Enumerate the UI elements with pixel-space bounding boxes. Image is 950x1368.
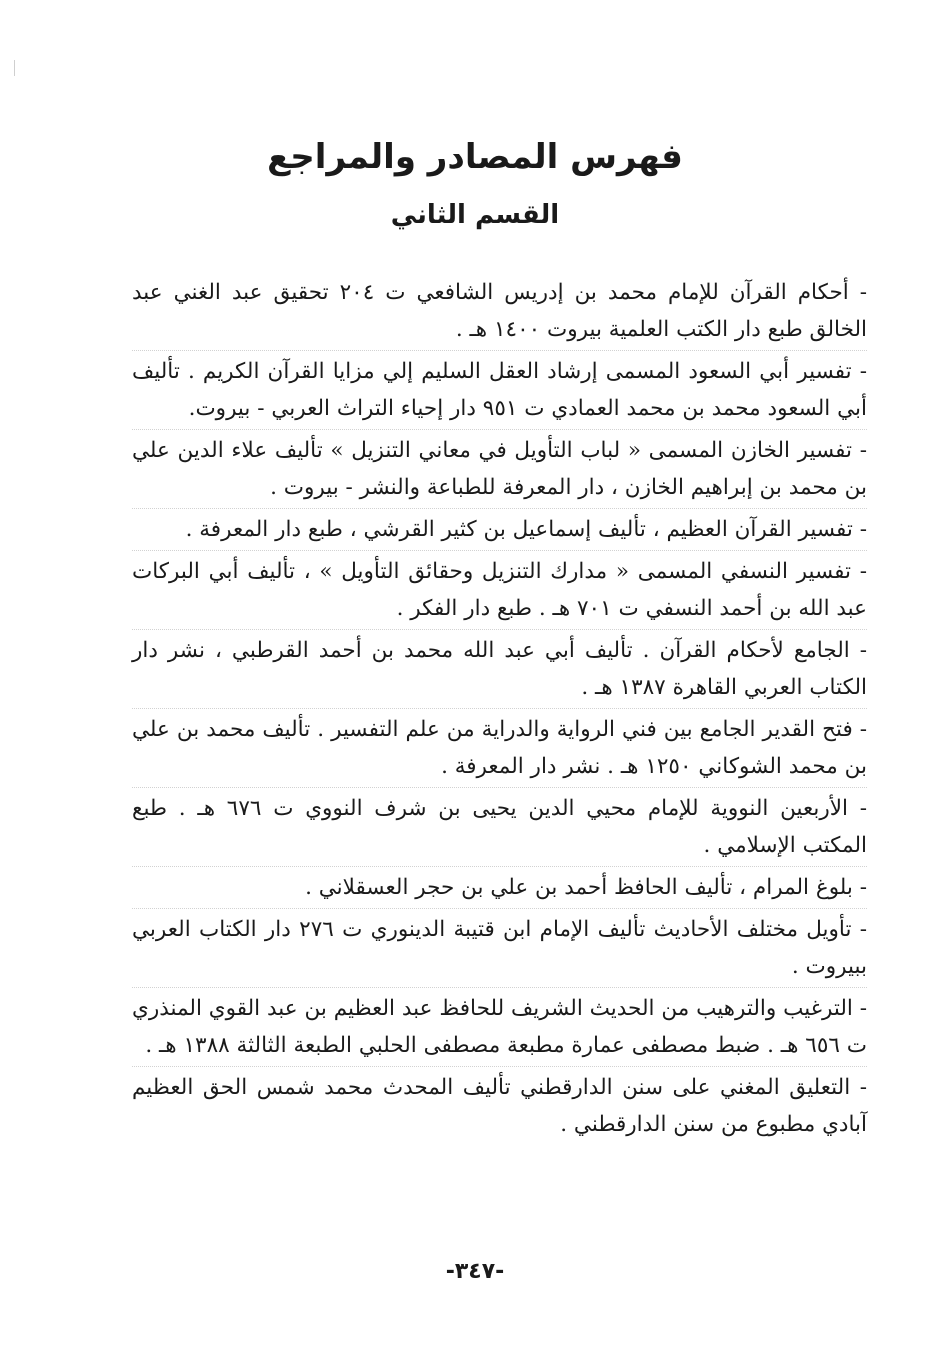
bibliography-entry: - تفسير الخازن المسمى « لباب التأويل في معاني التنزيل » تأليف علاء الدين علي بن محمد بن إبراهيم الخازن ، دار المعرفة للطباعة والنشر - بيروت . [132,432,867,509]
scan-artifact [14,60,15,76]
bibliography-list [132,274,867,1147]
bibliography-entry: - تفسير أبي السعود المسمى إرشاد العقل السليم إلي مزايا القرآن الكريم . تأليف أبي السعود محمد بن محمد العمادي ت ٩٥١ دار إحياء التراث العربي - بيروت. [132,353,867,430]
page-number: -٣٤٧- [445,1259,505,1284]
bibliography-entry: - بلوغ المرام ، تأليف الحافظ أحمد بن علي بن حجر العسقلاني . [132,869,867,909]
bibliography-entry: - التعليق المغني على سنن الدارقطني تأليف المحدث محمد شمس الحق العظيم آبادي مطبوع من سنن الدارقطني . [132,1075,867,1137]
bibliography-entry: - الأربعين النووية للإمام محيي الدين يحيى بن شرف النووي ت ٦٧٦ هـ . طبع المكتب الإسلامي . [132,790,867,867]
page-title: فهرس المصادر والمراجع [267,137,683,177]
bibliography-entry: - أحكام القرآن للإمام محمد بن إدريس الشافعي ت ٢٠٤ تحقيق عبد الغني عبد الخالق طبع دار الكتب العلمية بيروت ١٤٠٠ هـ . [132,274,867,351]
bibliography-entry: - الترغيب والترهيب من الحديث الشريف للحافظ عبد العظيم بن عبد القوي المنذري ت ٦٥٦ هـ . ضبط مصطفى عمارة مطبعة مصطفى الحلبي الطبعة الثالثة ١٣٨٨ هـ . [132,990,867,1067]
bibliography-entry: - تفسير القرآن العظيم ، تأليف إسماعيل بن كثير القرشي ، طبع دار المعرفة . [132,511,867,551]
section-subtitle: القسم الثاني [390,200,560,230]
bibliography-entry: - فتح القدير الجامع بين فني الرواية والدراية من علم التفسير . تأليف محمد بن علي بن محمد الشوكاني ١٢٥٠ هـ . نشر دار المعرفة . [132,711,867,788]
bibliography-entry: - تأويل مختلف الأحاديث تأليف الإمام ابن قتيبة الدينوري ت ٢٧٦ دار الكتاب العربي ببيروت . [132,911,867,988]
bibliography-entry: - تفسير النسفي المسمى « مدارك التنزيل وحقائق التأويل » ، تأليف أبي البركات عبد الله بن أحمد النسفي ت ٧٠١ هـ . طبع دار الفكر . [132,553,867,630]
bibliography-entry: - الجامع لأحكام القرآن . تأليف أبي عبد الله محمد بن أحمد القرطبي ، نشر دار الكتاب العربي القاهرة ١٣٨٧ هـ . [132,632,867,709]
